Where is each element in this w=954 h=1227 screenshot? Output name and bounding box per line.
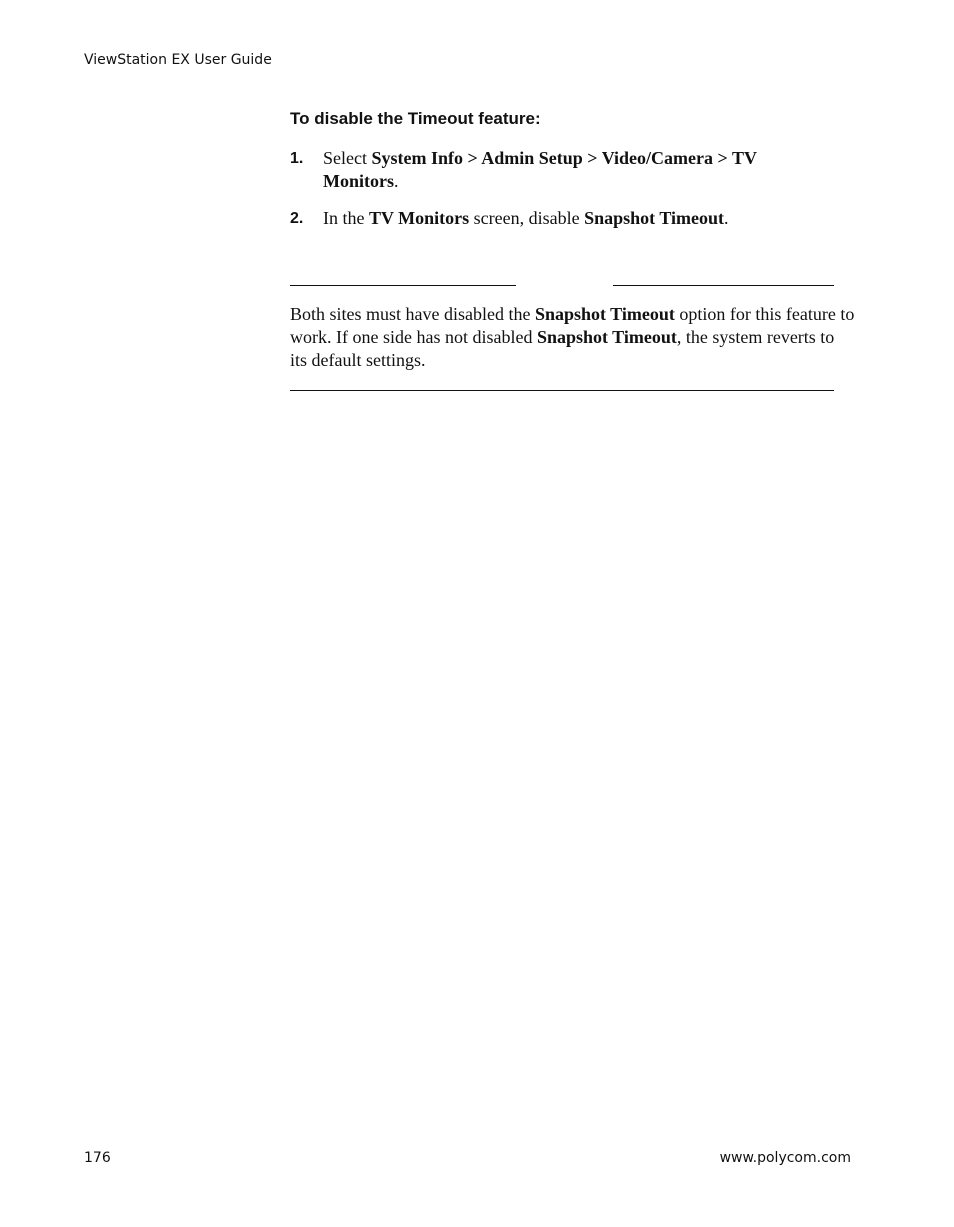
procedure-step-2 xyxy=(290,207,830,230)
note-top-rule-right xyxy=(613,285,834,286)
footer-website: www.polycom.com xyxy=(719,1150,851,1166)
step-text: In the TV Monitors screen, disable Snapshot Timeout. xyxy=(323,208,729,228)
option-name: Snapshot Timeout xyxy=(584,208,724,228)
note-text: Both sites must have disabled the Snapshot Timeout option for this feature to work. If one side has not disabled Snapshot Timeout, the system reverts to its default settings. xyxy=(290,304,855,370)
page-number: 176 xyxy=(84,1150,111,1166)
procedure-step-1 xyxy=(290,147,830,193)
screen-name: TV Monitors xyxy=(368,208,470,228)
step-text: Select System Info > Admin Setup > Video/Camera > TV Monitors. xyxy=(323,148,757,191)
step-number: 1. xyxy=(290,150,304,167)
option-name: Snapshot Timeout xyxy=(534,304,675,324)
note-top-rule-left xyxy=(290,285,516,286)
note-bottom-rule xyxy=(290,390,834,391)
running-header: ViewStation EX User Guide xyxy=(84,52,272,68)
option-name: Snapshot Timeout xyxy=(536,327,677,347)
menu-path: System Info > Admin Setup > Video/Camera > TV Monitors xyxy=(323,148,757,191)
step-number: 2. xyxy=(290,210,304,227)
procedure-title: To disable the Timeout feature: xyxy=(290,109,541,128)
